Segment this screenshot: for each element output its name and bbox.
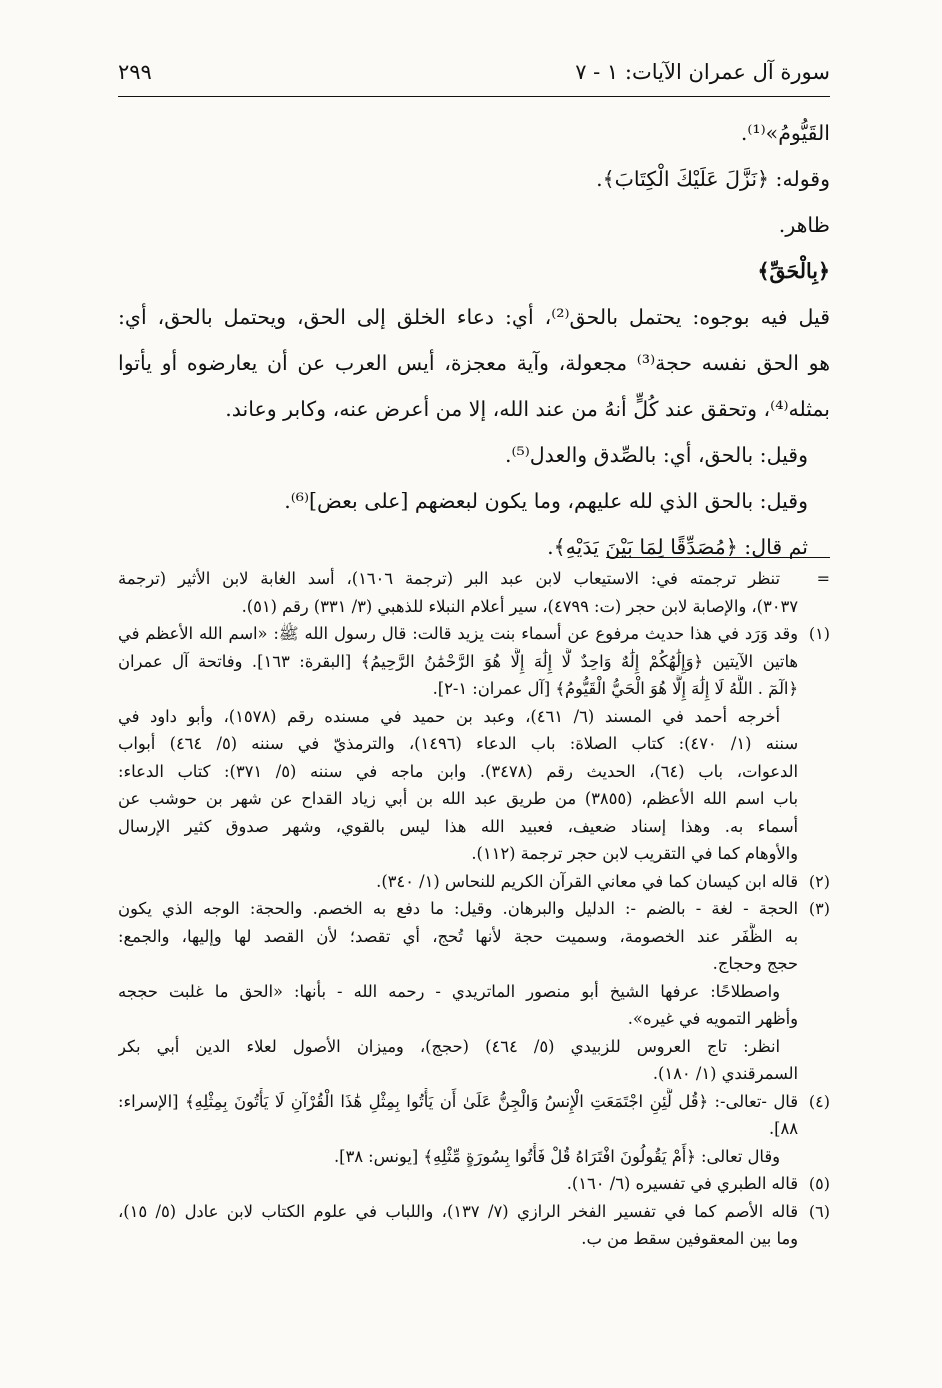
body-line: القَيُّومُ»⁽¹⁾. bbox=[740, 121, 830, 145]
footnote-line: حجج وحجاج. bbox=[712, 954, 798, 973]
footnote-line: به الظَّفَر عند الخصومة، وسميت حجة لأنها تُحج، أي تقصد؛ لأن القصد لها وإليها، والجمع: bbox=[118, 926, 798, 946]
footnote-line: وما بين المعقوفين سقط من ب. bbox=[581, 1229, 798, 1248]
footnote-line: قاله الطبري في تفسيره (٦/ ١٦٠). bbox=[566, 1174, 798, 1193]
main-text bbox=[118, 110, 830, 570]
body-line-verse: وقوله: ﴿نَزَّلَ عَلَيْكَ الْكِتَابَ﴾. bbox=[596, 167, 830, 191]
footnote-divider bbox=[606, 557, 830, 558]
footnotes bbox=[118, 565, 830, 1253]
footnote-line: انظر: تاج العروس للزبيدي (٥/ ٤٦٤) (حجج)، وميزان الأصول لعلاء الدين أبي بكر bbox=[118, 1036, 780, 1056]
footnote-line: الدعوات، باب (٦٤)، الحديث رقم (٣٤٧٨). وابن ماجه في سننه (٥/ ٣٧١): كتاب الدعاء: bbox=[118, 761, 798, 781]
footnote-line: قال -تعالى-: ﴿قُل لَّئِنِ اجْتَمَعَتِ الْإِنسُ وَالْجِنُّ عَلَىٰ أَن يَأْتُوا بِمِثْلِ هَٰذَا الْقُرْآنِ لَا يَأْتُونَ بِمِثْلِهِ﴾ [الإسراء: bbox=[118, 1091, 798, 1111]
footnote-line: قاله الأصم كما في تفسير الفخر الرازي (٧/ ١٣٧)، واللباب في علوم الكتاب لابن عادل (٥/ ١٥)، bbox=[118, 1201, 798, 1221]
footnote-number: (١) bbox=[808, 624, 830, 643]
footnote-line: الحجة - لغة - بالضم -: الدليل والبرهان. وقيل: ما دفع به الخصم. والحجة: الوجه الذي يكون bbox=[118, 899, 798, 918]
footnote-line: ﴿الٓمٓ . اللَّهُ لَا إِلَٰهَ إِلَّا هُوَ الْحَيُّ الْقَيُّومُ﴾ [آل عمران: ١-٢]. bbox=[432, 679, 798, 698]
footnote-3 bbox=[118, 895, 830, 1088]
running-header bbox=[118, 58, 830, 97]
footnote-2 bbox=[118, 868, 830, 896]
footnote-4 bbox=[118, 1088, 830, 1171]
body-line: وقيل: بالحق، أي: بالصِّدق والعدل⁽⁵⁾. bbox=[504, 443, 808, 467]
footnote-line: واصطلاحًا: عرفها الشيخ أبو منصور الماتريدي - رحمه الله - بأنها: «الحق ما غلبت حججه bbox=[118, 981, 780, 1001]
footnote-line: وقال تعالى: ﴿أَمْ يَقُولُونَ افْتَرَاهُ قُلْ فَأْتُوا بِسُورَةٍ مِّثْلِهِ﴾ [يونس: ٣٨]. bbox=[333, 1146, 780, 1166]
running-title: سورة آل عمران الآيات: ١ - ٧ bbox=[575, 60, 830, 84]
footnote-line: قاله ابن كيسان كما في معاني القرآن الكريم للنحاس (١/ ٣٤٠). bbox=[376, 871, 798, 891]
footnote-number: (٤) bbox=[808, 1091, 830, 1111]
body-line: وقيل: بالحق الذي لله عليهم، وما يكون لبعضهم [على بعض]⁽⁶⁾. bbox=[284, 489, 808, 513]
footnote-6 bbox=[118, 1198, 830, 1253]
footnote-line: والأوهام كما في التقريب لابن حجر ترجمة (١١٢). bbox=[471, 844, 798, 863]
footnote-number: (٥) bbox=[808, 1174, 830, 1193]
body-line: ظاهر. bbox=[778, 213, 830, 237]
footnote-line: ٣٠٣٧)، والإصابة لابن حجر (ت: ٤٧٩٩)، سير أعلام النبلاء للذهبي (٣/ ٣٣١) رقم (٥١). bbox=[241, 596, 798, 616]
footnote-line: سننه (١/ ٤٧٠): كتاب الصلاة: باب الدعاء (١٤٩٦)، والترمذيّ في سننه (٥/ ٤٦٤) أبواب bbox=[118, 734, 798, 753]
body-line: بمثله⁽⁴⁾، وتحقق عند كُلٍّ أنهُ من عند الله، إلا من أعرض عنه، وكابر وعاند. bbox=[225, 397, 830, 421]
body-line: هو الحق نفسه حجة⁽³⁾ مجعولة، وآية معجزة، أيس العرب عن أن يعارضوه أو يأتوا bbox=[118, 351, 830, 375]
footnote-5 bbox=[118, 1170, 830, 1198]
footnote-line: وقد وَرَد في هذا حديث مرفوع عن أسماء بنت يزيد قالت: قال رسول الله ﷺ: «اسم الله الأعظم في bbox=[118, 624, 798, 643]
body-line: قيل فيه بوجوه: يحتمل بالحق⁽²⁾، أي: دعاء الخلق إلى الحق، ويحتمل بالحق، أي: bbox=[118, 305, 830, 329]
footnote-number: (٢) bbox=[808, 871, 830, 891]
footnote-line: السمرقندي (١/ ١٨٠). bbox=[652, 1064, 798, 1083]
footnote-line: أسماء به. وهذا إسناد ضعيف، فعبيد الله هذا ليس بالقوي، وشهر صدوق كثير الإرسال bbox=[118, 816, 798, 836]
footnote-line: وأظهر التمويه في غيره». bbox=[627, 1009, 798, 1028]
footnote-number: (٦) bbox=[808, 1201, 830, 1221]
footnote-continuation bbox=[118, 565, 830, 620]
footnote-line: باب اسم الله الأعظم، (٣٨٥٥) من طريق عبد الله بن أبي زياد القداح عن شهر بن حوشب عن bbox=[118, 789, 798, 808]
footnote-number: (٣) bbox=[808, 899, 830, 918]
page-number: ٢٩٩ bbox=[118, 60, 152, 84]
footnote-number: = bbox=[816, 569, 830, 588]
footnote-line: هاتين الآيتين ﴿وَإِلَٰهُكُمْ إِلَٰهٌ وَاحِدٌ لَّا إِلَٰهَ إِلَّا هُوَ الرَّحْمَٰنُ الرَّحِيمُ﴾ [البقرة: ١٦٣]. وفاتحة آل عمران bbox=[118, 651, 798, 671]
verse-heading: ﴿بِالْحَقِّ﴾ bbox=[757, 259, 830, 283]
footnote-line: أخرجه أحمد في المسند (٦/ ٤٦١)، وعبد بن حميد في مسنده رقم (١٥٧٨)، وأبو داود في bbox=[118, 706, 781, 726]
body-line-verse: ثم قال: ﴿مُصَدِّقًا لِمَا بَيْنَ يَدَيْهِ﴾. bbox=[547, 535, 808, 559]
footnote-line: ٨٨]. bbox=[768, 1119, 798, 1138]
footnote-1 bbox=[118, 620, 830, 868]
footnote-line: تنظر ترجمته في: الاستيعاب لابن عبد البر (ترجمة ١٦٠٦)، أسد الغابة لابن الأثير (ترجمة bbox=[118, 569, 781, 588]
